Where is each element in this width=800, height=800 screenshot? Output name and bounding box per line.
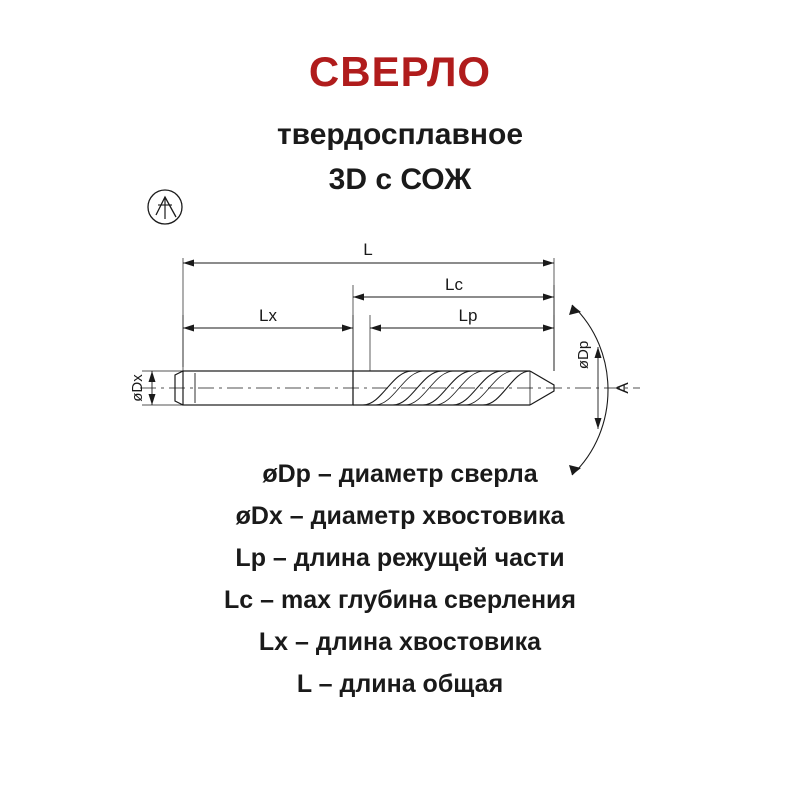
dimension-label-oDp: øDp [575,340,592,370]
legend-description: длина общая [339,670,504,698]
legend-item [0,630,800,655]
legend-description: длина хвостовика [315,628,542,656]
legend-item [0,588,800,613]
page-title: СВЕРЛО [308,48,492,95]
legend-symbol: øDp [262,460,311,488]
legend-symbol: Lp [235,544,266,572]
legend-item [0,546,800,571]
legend-item [0,672,800,697]
legend-description: max глубина сверления [281,586,576,614]
legend-dash: – [317,460,332,488]
legend-dash: – [260,586,275,614]
legend-dash: – [272,544,287,572]
dimension-label-A: A [613,382,632,394]
page-subtitle-line2: 3D с СОЖ [328,163,472,196]
technical-drawing [120,175,680,505]
dimension-label-oDx: øDx [129,374,146,402]
page-subtitle-line1: твердосплавное [276,118,524,151]
dimension-label-L: L [363,240,373,259]
dimension-label-Lc: Lc [445,275,463,294]
legend-list [0,462,800,714]
legend-description: диаметр сверла [338,460,538,488]
legend-item [0,504,800,529]
dimension-label-Lx: Lx [259,306,277,325]
legend-symbol: Lc [224,586,254,614]
legend-item [0,462,800,487]
legend-dash: – [318,670,333,698]
legend-dash: – [289,502,304,530]
dimension-label-Lp: Lp [458,306,478,325]
legend-description: диаметр хвостовика [310,502,565,530]
legend-dash: – [295,628,309,656]
legend-symbol: øDx [235,502,283,530]
surface-finish-symbol [148,190,182,224]
legend-description: длина режущей части [293,544,565,572]
legend-symbol: Lx [258,628,289,656]
legend-symbol: L [296,670,312,698]
